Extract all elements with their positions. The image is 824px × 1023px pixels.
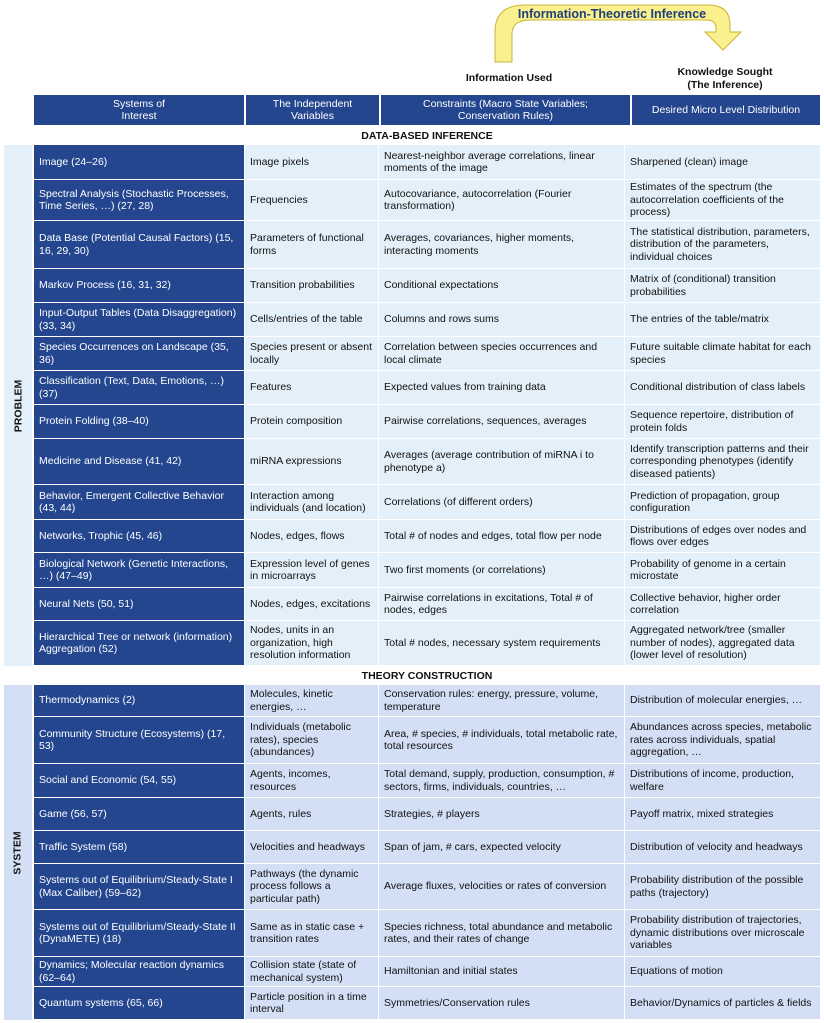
system-cell: Image (24–26): [34, 145, 245, 180]
distribution-cell: Probability distribution of trajectories, dynamic distributions over microscale variables: [625, 910, 820, 957]
system-band: [4, 685, 32, 1020]
variables-cell: Same as in static case + transition rates: [245, 910, 379, 957]
constraints-cell: Correlations (of different orders): [379, 485, 625, 520]
table-row: [34, 864, 820, 910]
system-cell: Hierarchical Tree or network (information) Aggregation (52): [34, 621, 245, 666]
constraints-cell: Symmetries/Conservation rules: [379, 987, 625, 1020]
table-row: [34, 439, 820, 485]
header-systems-line1: Systems of: [113, 98, 165, 110]
table-row: [34, 221, 820, 269]
constraints-cell: Two first moments (or correlations): [379, 553, 625, 588]
variables-cell: Particle position in a time interval: [245, 987, 379, 1020]
distribution-cell: Conditional distribution of class labels: [625, 371, 820, 405]
distribution-cell: Probability distribution of the possible paths (trajectory): [625, 864, 820, 910]
system-cell: Systems out of Equilibrium/Steady-State II (DynaMETE) (18): [34, 910, 245, 957]
variables-cell: Image pixels: [245, 145, 379, 180]
header-distribution-text: Desired Micro Level Distribution: [651, 104, 801, 116]
header-variables-line2: Variables: [291, 110, 334, 122]
distribution-cell: The statistical distribution, parameters, distribution of the parameters, individual choices: [625, 221, 820, 269]
system-cell: Input-Output Tables (Data Disaggregation) (33, 34): [34, 303, 245, 337]
table-row: [34, 553, 820, 588]
variables-cell: Nodes, edges, excitations: [245, 588, 379, 621]
problem-band: [4, 145, 32, 666]
system-cell: Protein Folding (38–40): [34, 405, 245, 439]
header-distribution: [632, 95, 820, 125]
table-row: [34, 371, 820, 405]
constraints-cell: Conditional expectations: [379, 269, 625, 303]
distribution-cell: Prediction of propagation, group configuration: [625, 485, 820, 520]
variables-cell: Transition probabilities: [245, 269, 379, 303]
table-row: [34, 621, 820, 666]
header-systems: [34, 95, 244, 125]
table-row: [34, 405, 820, 439]
distribution-cell: Probability of genome in a certain microstate: [625, 553, 820, 588]
system-cell: Markov Process (16, 31, 32): [34, 269, 245, 303]
variables-cell: Interaction among individuals (and location): [245, 485, 379, 520]
distribution-cell: Future suitable climate habitat for each species: [625, 337, 820, 371]
knowledge-sought-line1: Knowledge Sought: [677, 66, 773, 78]
information-used-label: Information Used: [465, 72, 553, 84]
system-cell: Data Base (Potential Causal Factors) (15, 16, 29, 30): [34, 221, 245, 269]
distribution-cell: Collective behavior, higher order correlation: [625, 588, 820, 621]
header-constraints: [381, 95, 630, 125]
table-row: [34, 910, 820, 957]
system-cell: Spectral Analysis (Stochastic Processes, Time Series, …) (27, 28): [34, 180, 245, 221]
header-systems-line2: Interest: [121, 110, 157, 122]
section-title-data-based: DATA-BASED INFERENCE: [361, 130, 493, 142]
constraints-cell: Autocovariance, autocorrelation (Fourier transformation): [379, 180, 625, 221]
variables-cell: Protein composition: [245, 405, 379, 439]
distribution-cell: The entries of the table/matrix: [625, 303, 820, 337]
constraints-cell: Expected values from training data: [379, 371, 625, 405]
constraints-cell: Area, # species, # individuals, total metabolic rate, total resources: [379, 717, 625, 764]
distribution-cell: Distribution of velocity and headways: [625, 831, 820, 864]
distribution-cell: Sharpened (clean) image: [625, 145, 820, 180]
constraints-cell: Nearest-neighbor average correlations, linear moments of the image: [379, 145, 625, 180]
knowledge-sought-line2: (The Inference): [687, 79, 763, 91]
system-band-label: SYSTEM: [12, 830, 24, 875]
header-constraints-line2: Conservation Rules): [457, 110, 554, 122]
variables-cell: Individuals (metabolic rates), species (abundances): [245, 717, 379, 764]
distribution-cell: Payoff matrix, mixed strategies: [625, 798, 820, 831]
system-cell: Neural Nets (50, 51): [34, 588, 245, 621]
system-cell: Thermodynamics (2): [34, 685, 245, 717]
variables-cell: Nodes, units in an organization, high resolution information: [245, 621, 379, 666]
constraints-cell: Correlation between species occurrences and local climate: [379, 337, 625, 371]
table-row: [34, 798, 820, 831]
distribution-cell: Aggregated network/tree (smaller number of nodes), aggregated data (lower level of resolution): [625, 621, 820, 666]
constraints-cell: Conservation rules: energy, pressure, volume, temperature: [379, 685, 625, 717]
constraints-cell: Averages, covariances, higher moments, interacting moments: [379, 221, 625, 269]
variables-cell: Species present or absent locally: [245, 337, 379, 371]
constraints-cell: Strategies, # players: [379, 798, 625, 831]
system-cell: Biological Network (Genetic Interactions, …) (47–49): [34, 553, 245, 588]
distribution-cell: Behavior/Dynamics of particles & fields: [625, 987, 820, 1020]
system-cell: Social and Economic (54, 55): [34, 764, 245, 798]
constraints-cell: Total # nodes, necessary system requirements: [379, 621, 625, 666]
system-cell: Behavior, Emergent Collective Behavior (43, 44): [34, 485, 245, 520]
variables-cell: Nodes, edges, flows: [245, 520, 379, 553]
system-cell: Community Structure (Ecosystems) (17, 53): [34, 717, 245, 764]
arrow-title: Information-Theoretic Inference: [517, 7, 707, 21]
table-row: [34, 520, 820, 553]
constraints-cell: Span of jam, # cars, expected velocity: [379, 831, 625, 864]
knowledge-sought-label: [655, 66, 795, 92]
system-cell: Traffic System (58): [34, 831, 245, 864]
variables-cell: Velocities and headways: [245, 831, 379, 864]
system-cell: Classification (Text, Data, Emotions, …) (37): [34, 371, 245, 405]
table-row: [34, 717, 820, 764]
variables-cell: Parameters of functional forms: [245, 221, 379, 269]
variables-cell: miRNA expressions: [245, 439, 379, 485]
variables-cell: Collision state (state of mechanical system): [245, 957, 379, 987]
variables-cell: Features: [245, 371, 379, 405]
variables-cell: Frequencies: [245, 180, 379, 221]
variables-cell: Expression level of genes in microarrays: [245, 553, 379, 588]
distribution-cell: Distribution of molecular energies, …: [625, 685, 820, 717]
distribution-cell: Sequence repertoire, distribution of protein folds: [625, 405, 820, 439]
distribution-cell: Estimates of the spectrum (the autocorrelation coefficients of the process): [625, 180, 820, 221]
table-row: [34, 685, 820, 717]
distribution-cell: Equations of motion: [625, 957, 820, 987]
section-title-theory: THEORY CONSTRUCTION: [361, 670, 493, 682]
constraints-cell: Average fluxes, velocities or rates of conversion: [379, 864, 625, 910]
system-cell: Systems out of Equilibrium/Steady-State I (Max Caliber) (59–62): [34, 864, 245, 910]
header-variables-line1: The Independent: [272, 98, 353, 110]
table-row: [34, 269, 820, 303]
table-row: [34, 145, 820, 180]
constraints-cell: Total # of nodes and edges, total flow per node: [379, 520, 625, 553]
table-row: [34, 485, 820, 520]
table-row: [34, 957, 820, 987]
variables-cell: Agents, rules: [245, 798, 379, 831]
table-row: [34, 831, 820, 864]
table-row: [34, 588, 820, 621]
system-cell: Medicine and Disease (41, 42): [34, 439, 245, 485]
distribution-cell: Abundances across species, metabolic rates across individuals, spatial aggregation, …: [625, 717, 820, 764]
system-cell: Game (56, 57): [34, 798, 245, 831]
distribution-cell: Distributions of income, production, welfare: [625, 764, 820, 798]
system-cell: Species Occurrences on Landscape (35, 36): [34, 337, 245, 371]
variables-cell: Pathways (the dynamic process follows a particular path): [245, 864, 379, 910]
system-cell: Quantum systems (65, 66): [34, 987, 245, 1020]
variables-cell: Agents, incomes, resources: [245, 764, 379, 798]
constraints-cell: Total demand, supply, production, consumption, # sectors, firms, individuals, countries, …: [379, 764, 625, 798]
constraints-cell: Pairwise correlations in excitations, Total # of nodes, edges: [379, 588, 625, 621]
table-row: [34, 337, 820, 371]
header-variables: [246, 95, 379, 125]
distribution-cell: Identify transcription patterns and their corresponding phenotypes (identify diseased patients): [625, 439, 820, 485]
distribution-cell: Distributions of edges over nodes and flows over edges: [625, 520, 820, 553]
constraints-cell: Averages (average contribution of miRNA i to phenotype a): [379, 439, 625, 485]
table-row: [34, 303, 820, 337]
constraints-cell: Columns and rows sums: [379, 303, 625, 337]
system-cell: Networks, Trophic (45, 46): [34, 520, 245, 553]
table-row: [34, 764, 820, 798]
header-constraints-line1: Constraints (Macro State Variables;: [423, 98, 588, 110]
table-row: [34, 180, 820, 221]
system-cell: Dynamics; Molecular reaction dynamics (62–64): [34, 957, 245, 987]
problem-band-label: PROBLEM: [12, 379, 24, 432]
distribution-cell: Matrix of (conditional) transition probabilities: [625, 269, 820, 303]
variables-cell: Cells/entries of the table: [245, 303, 379, 337]
variables-cell: Molecules, kinetic energies, …: [245, 685, 379, 717]
constraints-cell: Pairwise correlations, sequences, averages: [379, 405, 625, 439]
table-row: [34, 987, 820, 1020]
constraints-cell: Species richness, total abundance and metabolic rates, and their rates of change: [379, 910, 625, 957]
constraints-cell: Hamiltonian and initial states: [379, 957, 625, 987]
